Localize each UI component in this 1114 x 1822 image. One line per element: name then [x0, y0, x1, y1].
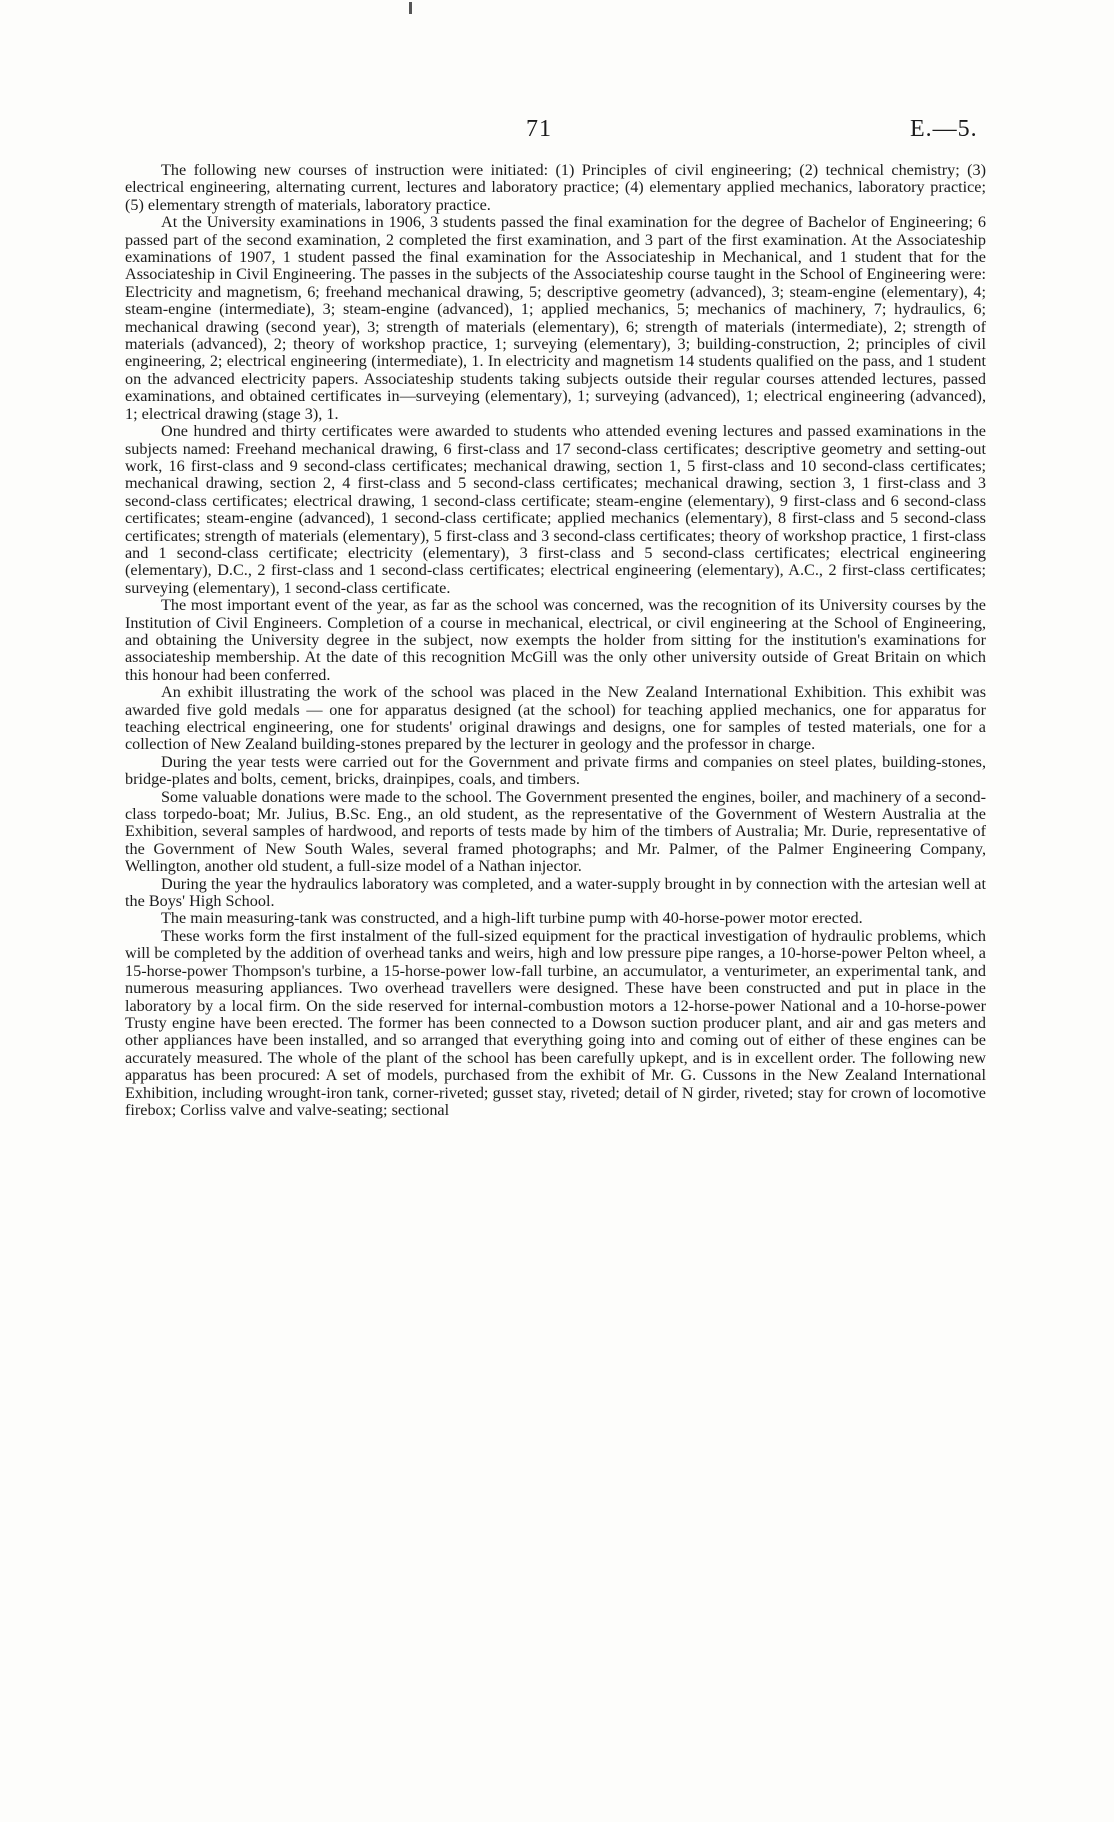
document-code: E.—5. — [910, 116, 978, 142]
paragraph-measuring-tank: The main measuring-tank was constructed, and a high-lift turbine pump with 40-horse-power motor erected. — [161, 909, 863, 928]
paragraph-donations: Some valuable donations were made to the school. The Government presented the engines, boiler, and machinery of a second-class torpedo-boat; Mr. Julius, B.Sc. Eng., an old student, as the representative of the Government of Western Australia at the Exhibition, several samples of hardwood, and reports of tests made by him of the timbers of Australia; Mr. Durie, representative of the Government of New South Wales, several framed photographs; and Mr. Palmer, of the Palmer Engineering Company, Wellington, another old student, a full-size model of a Nathan injector. — [125, 787, 986, 876]
paragraph-new-courses: The following new courses of instruction were initiated: (1) Principles of civil engineering; (2) technical chemistry; (3) electrical engineering, alternating current, lectures and laboratory practice; (4) elementary applied mechanics, laboratory practice; (5) elementary strength of materials, laboratory practice. — [125, 161, 986, 214]
paragraph-tests: During the year tests were carried out for the Government and private firms and companies on steel plates, building-stones, bridge-plates and bolts, cement, bricks, drainpipes, coals, and timbers. — [125, 752, 986, 789]
paragraph-university-examinations: At the University examinations in 1906, 3 students passed the final examination for the degree of Bachelor of Engineering; 6 passed part of the second examination, 2 completed the first examination, and 3 part of the first examination. At the Associateship examinations of 1907, 1 student passed the final examination for the Associateship in Mechanical, and 1 student that for the Associateship in Civil Engineering. The passes in the subjects of the Associateship course taught in the School of Engineering were: Electricity and magnetism, 6; freehand mechanical drawing, 5; descriptive geometry (advanced), 3; steam-engine (elementary), 4; steam-engine (intermediate), 3; steam-engine (advanced), 1; applied mechanics, 5; mechanics of machinery, 7; hydraulics, 6; mechanical drawing (second year), 3; strength of materials (elementary), 6; strength of materials (intermediate), 2; strength of materials (advanced), 2; theory of workshop practice, 1; surveying (elementary), 3; building-construction, 2; principles of civil engineering, 2; electrical engineering (intermediate), 1. In electricity and magnetism 14 students qualified on the pass, and 1 student on the advanced electricity papers. Associateship students taking subjects outside their regular courses attended lectures, passed examinations, and obtained certificates in—surveying (elementary), 1; surveying (advanced), 1; electrical engineering (advanced), 1; electrical drawing (stage 3), 1. — [125, 213, 986, 423]
body-text — [125, 162, 986, 1119]
paragraph-equipment: These works form the first instalment of the full-sized equipment for the practical investigation of hydraulic problems, which will be completed by the addition of overhead tanks and weirs, high and low pressure pipe ranges, a 10-horse-power Pelton wheel, a 15-horse-power Thompson's turbine, a 15-horse-power low-fall turbine, an accumulator, a venturimeter, an experimental tank, and numerous measuring appliances. Two overhead travellers were designed. These have been constructed and put in place in the laboratory by a local firm. On the side reserved for internal-combustion motors a 12-horse-power National and a 10-horse-power Trusty engine have been erected. The former has been connected to a Dowson suction producer plant, and air and gas meters and other appliances have been installed, and so arranged that everything going into and coming out of either of these engines can be accurately measured. The whole of the plant of the school has been carefully upkept, and is in excellent order. The following new apparatus has been procured: A set of models, purchased from the exhibit of Mr. G. Cussons in the New Zealand International Exhibition, including wrought-iron tank, corner-riveted; gusset stay, riveted; detail of N girder, riveted; stay for crown of locomotive firebox; Corliss valve and valve-seating; sectional — [125, 926, 986, 1119]
paragraph-exhibition: An exhibit illustrating the work of the school was placed in the New Zealand International Exhibition. This exhibit was awarded five gold medals — one for apparatus designed (at the school) for teaching applied mechanics, one for apparatus for teaching electrical engineering, one for students' original drawings and designs, one for samples of tested materials, one for a collection of New Zealand building-stones prepared by the lecturer in geology and the professor in charge. — [125, 683, 986, 754]
paragraph-evening-certificates: One hundred and thirty certificates were awarded to students who attended evening lectures and passed examinations in the subjects named: Freehand mechanical drawing, 6 first-class and 17 second-class certificates; descriptive geometry and setting-out work, 16 first-class and 9 second-class certificates; mechanical drawing, section 1, 5 first-class and 10 second-class certificates; mechanical drawing, section 2, 4 first-class and 5 second-class certificates; mechanical drawing, section 3, 1 first-class and 3 second-class certificates; electrical drawing, 1 second-class certificate; steam-engine (elementary), 9 first-class and 6 second-class certificates; steam-engine (advanced), 1 second-class certificate; applied mechanics (elementary), 8 first-class and 5 second-class certificates; strength of materials (elementary), 5 first-class and 3 second-class certificates; theory of workshop practice, 1 first-class and 1 second-class certificate; electricity (elementary), 3 first-class and 5 second-class certificates; electrical engineering (elementary), D.C., 2 first-class and 1 second-class certificates; electrical engineering (elementary), A.C., 2 first-class certificates; surveying (elementary), 1 second-class certificate. — [125, 422, 986, 597]
scan-mark — [409, 2, 412, 14]
paragraph-institution-recognition: The most important event of the year, as far as the school was concerned, was the recognition of its University courses by the Institution of Civil Engineers. Completion of a course in mechanical, electrical, or civil engineering at the School of Engineering, and obtaining the University degree in the subject, now exempts the holder from sitting for the institution's examinations for associateship membership. At the date of this recognition McGill was the only other university outside of Great Britain on which this honour had been conferred. — [125, 596, 986, 684]
paragraph-hydraulics-laboratory: During the year the hydraulics laboratory was completed, and a water-supply brought in by connection with the artesian well at the Boys' High School. — [125, 874, 986, 911]
page-number: 71 — [526, 116, 552, 142]
